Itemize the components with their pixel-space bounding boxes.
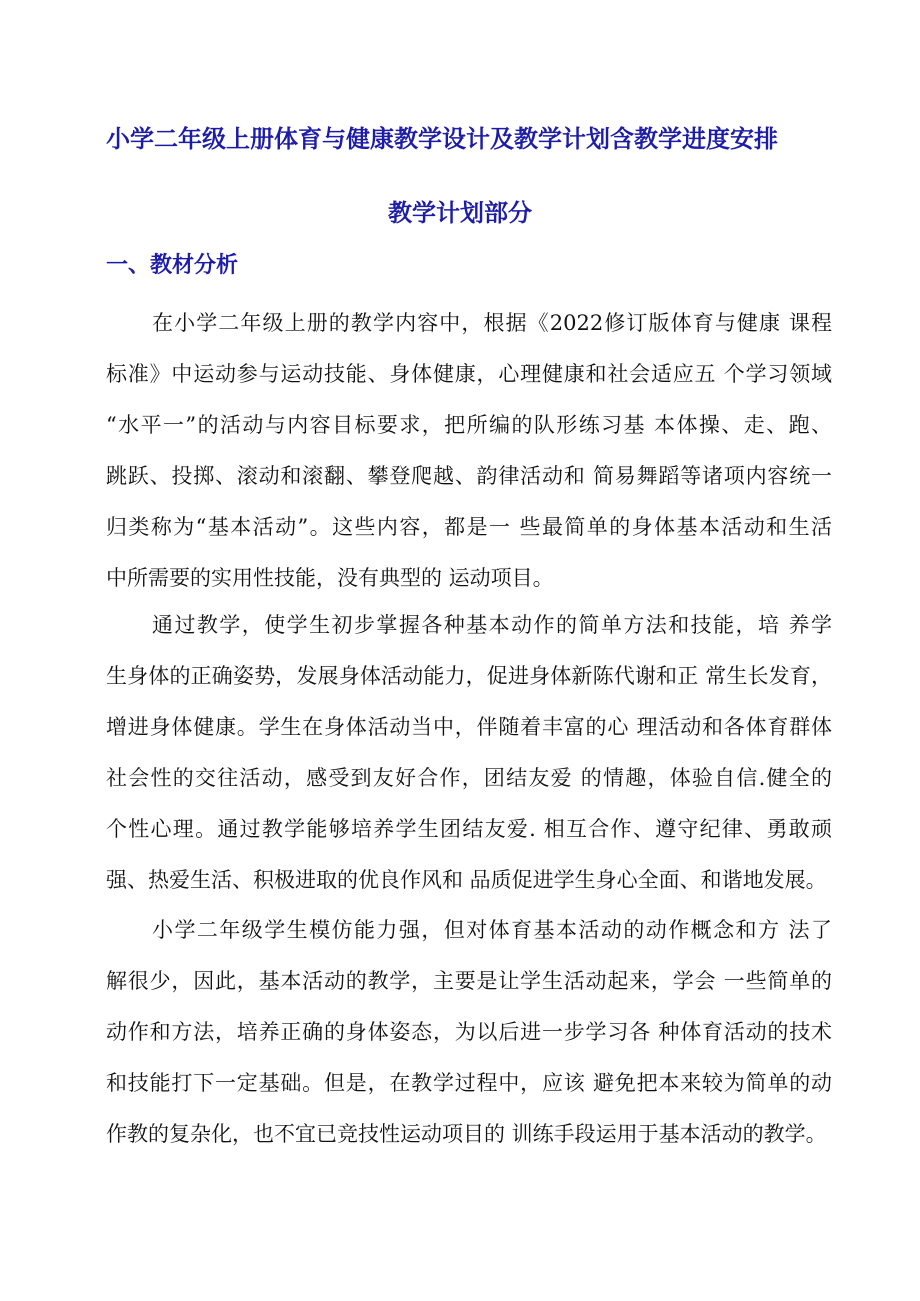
paragraph-line: 社会性的交往活动，感受到友好合作，团结友爱 的情趣，体验自信.健全的 — [106, 766, 832, 790]
paragraph-line: 跳跃、投掷、滚动和滚翻、攀登爬越、韵律活动和 简易舞蹈等诸项内容统一 — [106, 464, 832, 488]
paragraph-line: 强、热爱生活、积极进取的优良作风和 品质促进学生身心全面、和谐地发展。 — [106, 868, 827, 892]
paragraph — [106, 600, 832, 906]
paragraph — [106, 905, 832, 1160]
paragraph — [106, 298, 832, 604]
document-subtitle: 教学计划部分 — [388, 199, 532, 227]
paragraph-line: 生身体的正确姿势，发展身体活动能力，促进身体新陈代谢和正 常生长发育， — [106, 664, 832, 688]
paragraph-line: 归类称为“基本活动”。这些内容，都是一 些最简单的身体基本活动和生活 — [106, 515, 832, 539]
paragraph-line: 通过教学，使学生初步掌握各种基本动作的简单方法和技能，培 养学 — [152, 613, 832, 637]
paragraph-line: 中所需要的实用性技能，没有典型的 运动项目。 — [106, 566, 554, 590]
paragraph-line: 作教的复杂化，也不宜已竞技性运动项目的 训练手段运用于基本活动的教学。 — [106, 1122, 827, 1146]
section-heading: 一、教材分析 — [106, 253, 239, 278]
paragraph-line: 个性心理。通过教学能够培养学生团结友爱. 相互合作、遵守纪律、勇敢顽 — [106, 817, 832, 841]
paragraph-line: 标准》中运动参与运动技能、身体健康，心理健康和社会适应五 个学习领域 — [106, 362, 832, 386]
paragraph-line: 解很少，因此，基本活动的教学，主要是让学生活动起来，学会 一些简单的 — [106, 969, 832, 993]
paragraph-line: 动作和方法，培养正确的身体姿态，为以后进一步学习各 种体育活动的技术 — [106, 1020, 832, 1044]
paragraph-line: 和技能打下一定基础。但是，在教学过程中，应该 避免把本来较为简单的动 — [106, 1071, 832, 1095]
paragraph-line: 在小学二年级上册的教学内容中，根据《2022修订版体育与健康 课程 — [152, 311, 832, 335]
document-title: 小学二年级上册体育与健康教学设计及教学计划含教学进度安排 — [106, 125, 778, 153]
paragraph-line: 小学二年级学生模仿能力强，但对体育基本活动的动作概念和方 法了 — [152, 918, 832, 942]
paragraph-line: 增进身体健康。学生在身体活动当中，伴随着丰富的心 理活动和各体育群体 — [106, 715, 832, 739]
paragraph-line: “水平一”的活动与内容目标要求，把所编的队形练习基 本体操、走、跑、 — [106, 413, 832, 437]
